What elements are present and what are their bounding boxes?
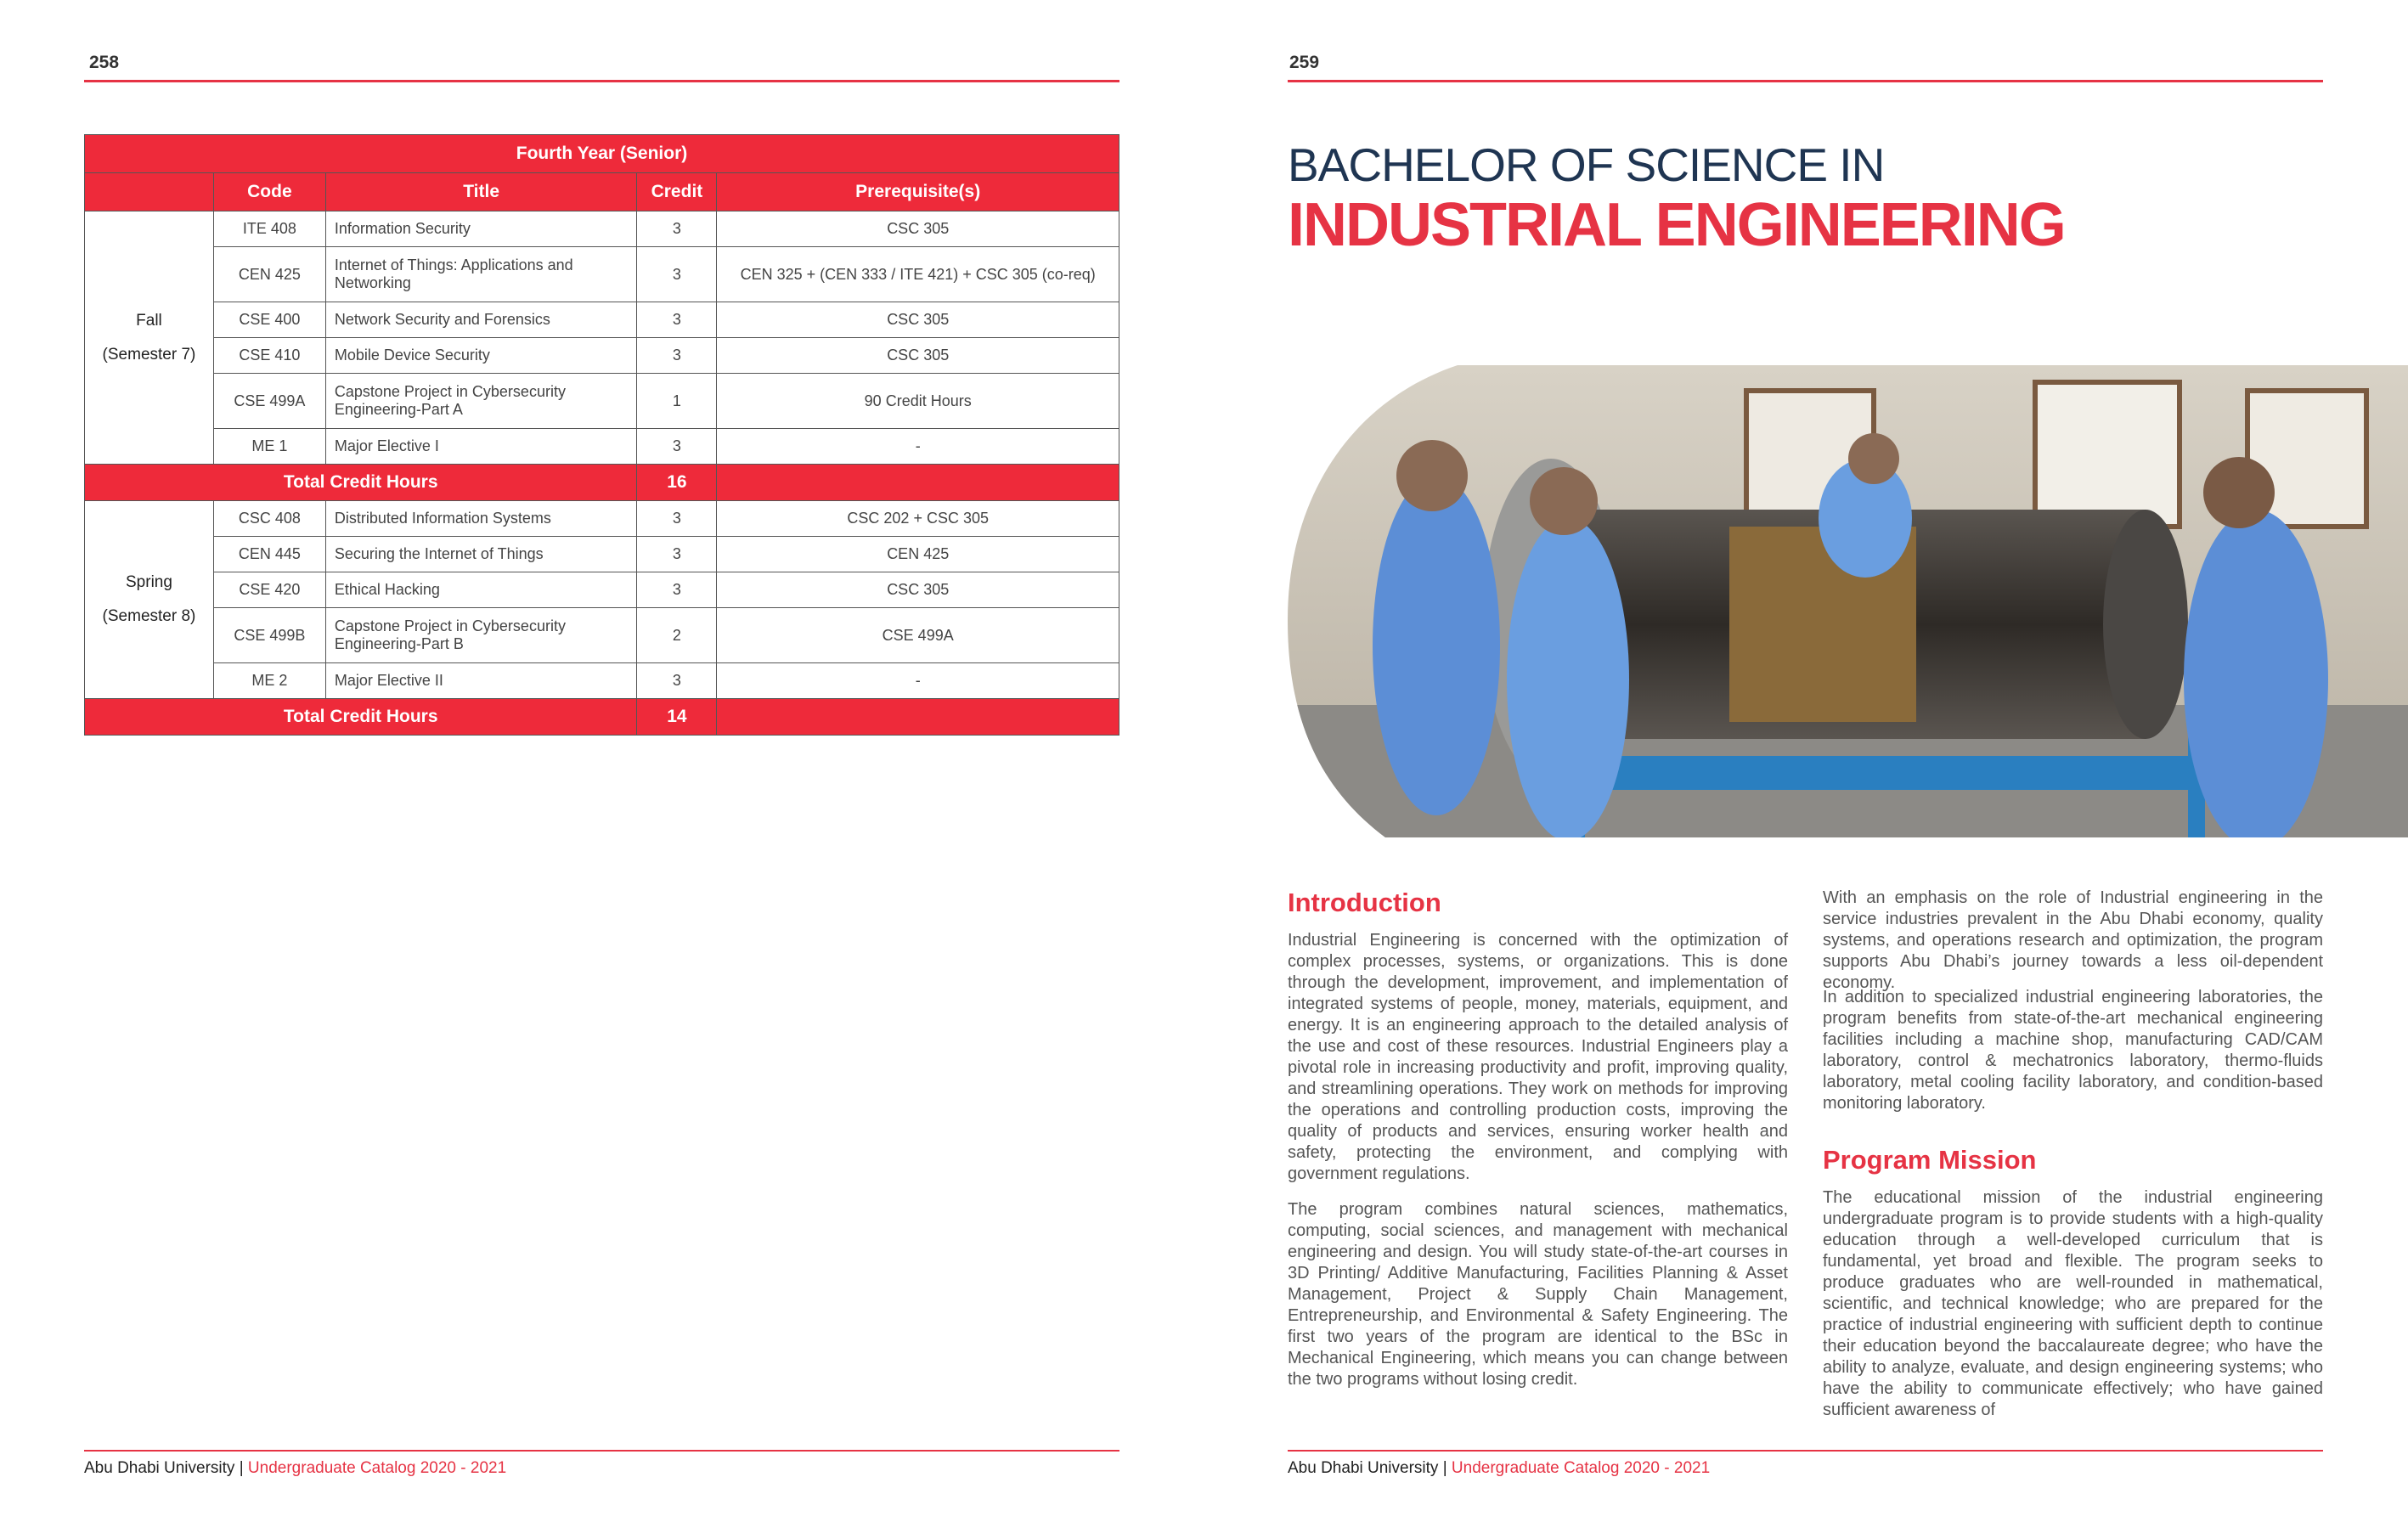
table-row (85, 302, 1119, 338)
program-heading: INDUSTRIAL ENGINEERING (1288, 191, 2065, 259)
header-prereq: Prerequisite(s) (717, 173, 1119, 211)
total-blank (717, 465, 1119, 501)
footer-university: Abu Dhabi University (84, 1459, 235, 1477)
table-banner-row (85, 135, 1119, 173)
course-title: Information Security (325, 211, 637, 247)
course-prereq: CEN 325 + (CEN 333 / ITE 421) + CSC 305 (co-req) (717, 247, 1119, 302)
footer (1288, 1459, 1710, 1478)
facilities-paragraph: In addition to specialized industrial engineering laboratories, the program benefits from state-of-the-art mechanical engineering facilities including a machine shop, manufacturing CAD/CAM laboratory, control & mechatronics laboratory, thermo-fluids laboratory, metal cooling facility laboratory, and condition-based monitoring laboratory. (1823, 988, 2323, 1113)
right-page (1204, 0, 2408, 1539)
table-row (85, 374, 1119, 429)
header-rule (84, 80, 1119, 82)
course-prereq: - (717, 429, 1119, 465)
course-code: CSE 400 (213, 302, 325, 338)
page-number: 258 (89, 53, 120, 72)
total-label: Total Credit Hours (85, 699, 637, 736)
degree-heading: BACHELOR OF SCIENCE IN (1288, 138, 1885, 191)
course-prereq: CEN 425 (717, 537, 1119, 572)
total-label: Total Credit Hours (85, 465, 637, 501)
table-row (85, 247, 1119, 302)
course-prereq: 90 Credit Hours (717, 374, 1119, 429)
mission-title: Program Mission (1823, 1145, 2037, 1175)
course-title: Major Elective I (325, 429, 637, 465)
course-title: Securing the Internet of Things (325, 537, 637, 572)
footer-rule (1288, 1450, 2323, 1452)
course-table (84, 134, 1119, 736)
footer-catalog: Undergraduate Catalog 2020 - 2021 (1451, 1459, 1711, 1477)
table-row (85, 537, 1119, 572)
course-prereq: - (717, 663, 1119, 699)
course-prereq: CSC 305 (717, 211, 1119, 247)
course-credit: 3 (637, 302, 717, 338)
semester-label: Fall (136, 311, 162, 330)
semester-cell-spring (85, 501, 214, 699)
introduction-title: Introduction (1288, 888, 1441, 917)
header-code: Code (213, 173, 325, 211)
total-row-fall (85, 465, 1119, 501)
semester-number: (Semester 7) (102, 345, 196, 364)
footer (84, 1459, 506, 1478)
course-title: Capstone Project in Cybersecurity Engineering-Part A (325, 374, 637, 429)
course-credit: 3 (637, 501, 717, 537)
total-value: 14 (637, 699, 717, 736)
lab-photo-illustration (1288, 365, 2408, 837)
table-header-row (85, 173, 1119, 211)
course-code: CSE 499B (213, 608, 325, 663)
introduction-paragraph-2: The program combines natural sciences, mathematics, computing, social sciences, and management with mechanical engineering and design. You will study state-of-the-art courses in 3D Printing/ Additive Manufacturing, Facilities Planning & Asset Management, Project & Supply Chain Management, Entrepreneurship, and Environmental & Safety Engineering. The first two years of the program are identical to the BSc in Mechanical Engineering, which means you can change between the two programs without losing credit. (1288, 1200, 1788, 1389)
semester-cell-fall (85, 211, 214, 465)
course-title: Ethical Hacking (325, 572, 637, 608)
total-blank (717, 699, 1119, 736)
table-banner: Fourth Year (Senior) (85, 135, 1119, 173)
header-credit: Credit (637, 173, 717, 211)
semester-label: Spring (126, 573, 172, 591)
course-credit: 3 (637, 429, 717, 465)
course-credit: 3 (637, 338, 717, 374)
header-rule (1288, 80, 2323, 82)
course-prereq: CSC 202 + CSC 305 (717, 501, 1119, 537)
course-code: ME 1 (213, 429, 325, 465)
table-row (85, 663, 1119, 699)
course-credit: 3 (637, 211, 717, 247)
table-row (85, 211, 1119, 247)
header-title: Title (325, 173, 637, 211)
table-row (85, 338, 1119, 374)
total-row-spring (85, 699, 1119, 736)
course-title: Mobile Device Security (325, 338, 637, 374)
table-row (85, 572, 1119, 608)
course-prereq: CSE 499A (717, 608, 1119, 663)
course-title: Capstone Project in Cybersecurity Engineering-Part B (325, 608, 637, 663)
total-value: 16 (637, 465, 717, 501)
course-code: CSE 420 (213, 572, 325, 608)
introduction-paragraph-1: Industrial Engineering is concerned with the optimization of complex processes, systems, or organizations. This is done through the development, improvement, and implementation of integrated systems of people, money, materials, equipment, and energy. It is an engineering approach to the detailed analysis of the use and cost of these resources. Industrial Engineers play a pivotal role in increasing productivity and profit, improving quality, and streamlining operations. They work on methods for improving the operations and controlling production costs, improving the quality of products and services, ensuring worker health and safety, protecting the environment, and complying with government regulations. (1288, 931, 1788, 1183)
course-prereq: CSC 305 (717, 572, 1119, 608)
table-row (85, 429, 1119, 465)
course-code: CSC 408 (213, 501, 325, 537)
footer-university: Abu Dhabi University (1288, 1459, 1439, 1477)
course-title: Major Elective II (325, 663, 637, 699)
course-prereq: CSC 305 (717, 302, 1119, 338)
emphasis-paragraph: With an emphasis on the role of Industrial engineering in the service industries prevalent in the Abu Dhabi economy, quality systems, and operations research and optimization, the program supports Abu Dhabi’s journey towards a less oil-dependent economy. (1823, 888, 2323, 992)
course-code: CSE 499A (213, 374, 325, 429)
mission-paragraph: The educational mission of the industrial engineering undergraduate program is to provide students with a high-quality education through a well-developed curriculum that is fundamental, yet broad and flexible. The program seeks to produce graduates who are well-rounded in mathematical, scientific, and technical knowledge; who are prepared for the practice of industrial engineering with sufficient depth to continue their education beyond the baccalaureate degree; who have the ability to analyze, evaluate, and design engineering systems; who have the ability to communicate effectively; who have gained sufficient awareness of (1823, 1188, 2323, 1419)
course-code: CEN 445 (213, 537, 325, 572)
course-credit: 3 (637, 247, 717, 302)
course-credit: 1 (637, 374, 717, 429)
footer-rule (84, 1450, 1119, 1452)
course-credit: 2 (637, 608, 717, 663)
course-code: ITE 408 (213, 211, 325, 247)
course-code: CSE 410 (213, 338, 325, 374)
course-credit: 3 (637, 572, 717, 608)
header-blank (85, 173, 214, 211)
course-code: CEN 425 (213, 247, 325, 302)
footer-separator: | (1442, 1459, 1447, 1477)
page-number: 259 (1289, 53, 1320, 72)
semester-number: (Semester 8) (102, 607, 196, 625)
course-title: Distributed Information Systems (325, 501, 637, 537)
course-title: Internet of Things: Applications and Networking (325, 247, 637, 302)
lab-photo (1288, 365, 2408, 837)
course-credit: 3 (637, 663, 717, 699)
table-row (85, 501, 1119, 537)
table-row (85, 608, 1119, 663)
course-code: ME 2 (213, 663, 325, 699)
footer-separator: | (239, 1459, 244, 1477)
course-title: Network Security and Forensics (325, 302, 637, 338)
course-credit: 3 (637, 537, 717, 572)
course-prereq: CSC 305 (717, 338, 1119, 374)
footer-catalog: Undergraduate Catalog 2020 - 2021 (247, 1459, 507, 1477)
